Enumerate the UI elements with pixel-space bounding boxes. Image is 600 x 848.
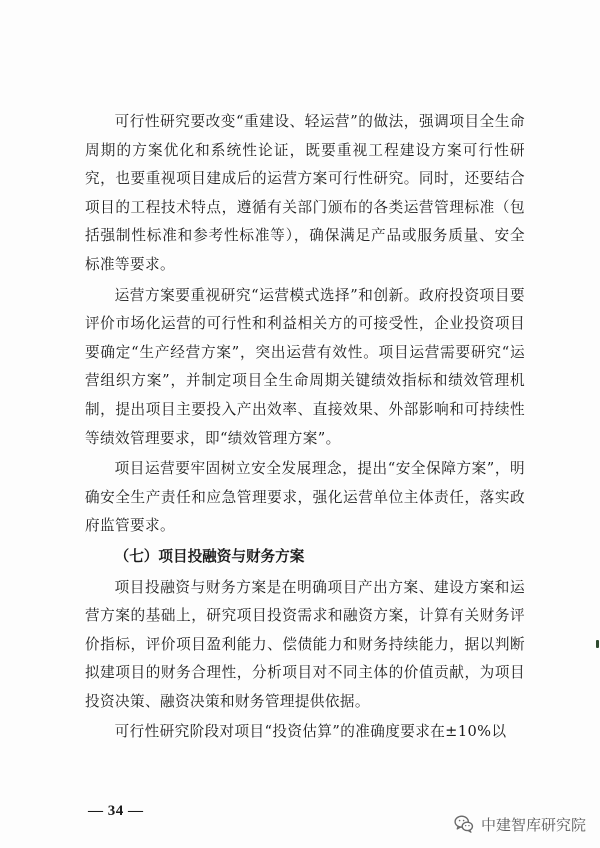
document-body: [85, 108, 525, 749]
page-number: — 34 —: [88, 803, 144, 819]
watermark-text: 中建智库研究院: [480, 815, 586, 834]
paragraph: 运营方案要重视研究“运营模式选择”和创新。政府投资项目要评价市场化运营的可行性和利益相关方的可接受性，企业投资项目要确定“生产经营方案”，突出运营有效性。项目运营需要研究“运营组织方案”，并制定项目全生命周期关键绩效指标和绩效管理机制，提出项目主要投入产出效率、直接效果、外部影响和可持续性等绩效管理要求，即“绩效管理方案”。: [85, 286, 525, 447]
section-heading: （七）项目投融资与财务方案: [114, 547, 305, 565]
wechat-icon: [453, 813, 475, 835]
paragraph: 可行性研究阶段对项目“投资估算”的准确度要求在±10%以: [114, 723, 507, 741]
watermark: [453, 806, 586, 842]
paragraph: 项目运营要牢固树立安全发展理念，提出“安全保障方案”，明确安全生产责任和应急管理要求，强化运营单位主体责任，落实政府监管要求。: [85, 460, 525, 535]
paragraph: 项目投融资与财务方案是在明确项目产出方案、建设方案和运营方案的基础上，研究项目投资需求和融资方案，计算有关财务评价指标，评价项目盈利能力、偿债能力和财务持续能力，据以判断拟建项目的财务合理性，分析项目对不同主体的价值贡献，为项目投资决策、融资决策和财务管理提供依据。: [85, 578, 525, 710]
scan-mark: [596, 640, 599, 648]
paragraph: 可行性研究要改变“重建设、轻运营”的做法，强调项目全生命周期的方案优化和系统性论证，既要重视工程建设方案可行性研究，也要重视项目建成后的运营方案可行性研究。同时，还要结合项目的工程技术特点，遵循有关部门颁布的各类运营管理标准（包括强制性标准和参考性标准等），确保满足产品或服务质量、安全标准等要求。: [85, 113, 525, 273]
